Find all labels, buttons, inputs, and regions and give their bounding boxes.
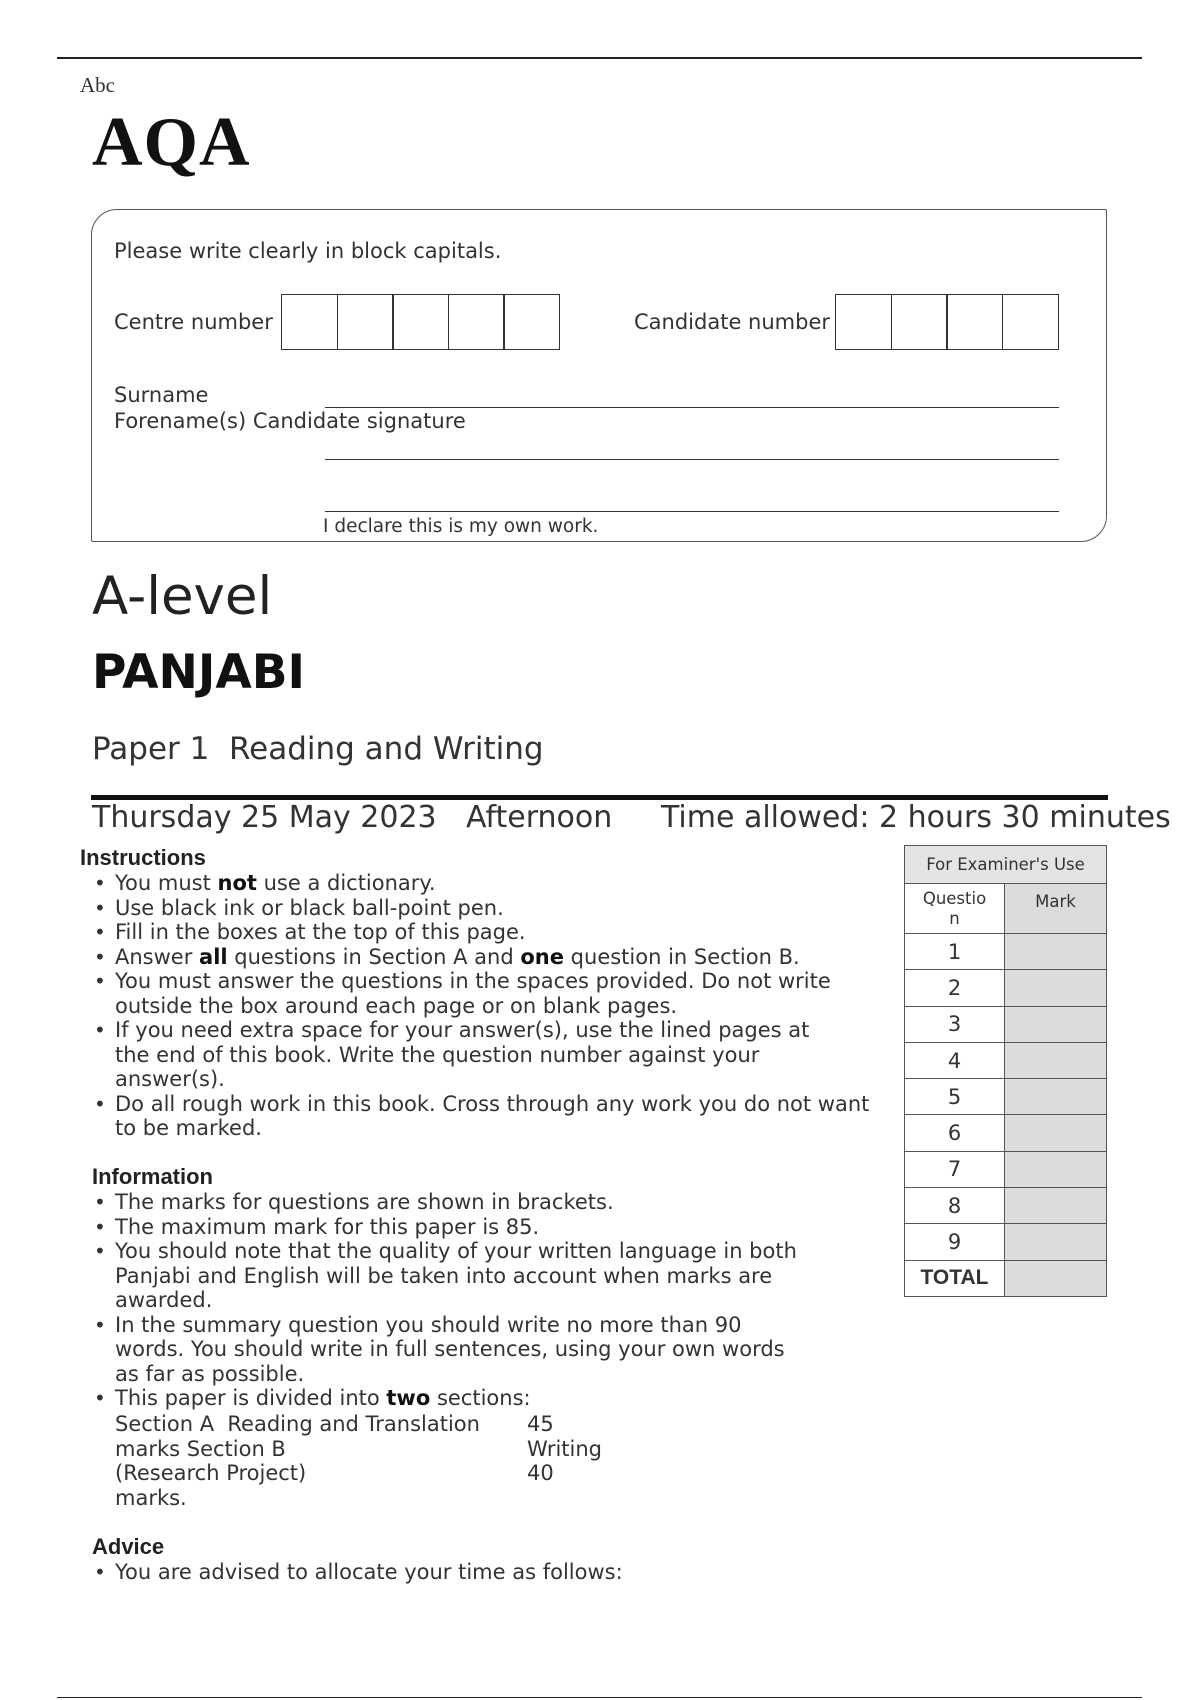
- declaration-text: I declare this is my own work.: [323, 516, 599, 537]
- question-number: 7: [905, 1151, 1005, 1187]
- mark-cell: [1005, 1042, 1107, 1078]
- mark-cell: [1005, 934, 1107, 970]
- candidate-number-cell[interactable]: [1002, 294, 1059, 350]
- sections-right-column: [527, 1412, 602, 1486]
- instruction-item: • You must not use a dictionary.: [92, 871, 872, 896]
- mark-cell: [1005, 1224, 1107, 1260]
- question-number: 5: [905, 1079, 1005, 1115]
- advice-heading: Advice: [92, 1534, 165, 1559]
- candidate-number-cell[interactable]: [835, 294, 892, 350]
- exam-session: Afternoon: [466, 800, 613, 835]
- information-item: • You should note that the quality of your written language in both Panjabi and English will be taken into account when marks are awarded.: [92, 1239, 875, 1313]
- centre-number-cell[interactable]: [448, 294, 505, 350]
- information-item: • The marks for questions are shown in brackets.: [92, 1190, 872, 1215]
- surname-label: Surname: [114, 383, 209, 407]
- information-item: • In the summary question you should write no more than 90 words. You should write in full sentences, using your own words as far as possible.: [92, 1313, 815, 1387]
- question-number: 3: [905, 1006, 1005, 1042]
- surname-line[interactable]: [325, 407, 1059, 408]
- question-number: 9: [905, 1224, 1005, 1260]
- centre-number-cell[interactable]: [337, 294, 394, 350]
- examiner-table-title: For Examiner's Use: [905, 846, 1107, 884]
- instruction-item: • Fill in the boxes at the top of this page.: [92, 920, 872, 945]
- section-value: 45: [527, 1412, 554, 1436]
- aqa-logo: AQA: [92, 104, 251, 181]
- section-line: marks.: [115, 1485, 187, 1510]
- section-line: Section A Reading and Translation: [115, 1412, 480, 1436]
- advice-list: [92, 1560, 872, 1585]
- centre-number-boxes[interactable]: [281, 294, 560, 350]
- block-capitals-prompt: Please write clearly in block capitals.: [114, 239, 502, 263]
- section-value: Writing: [527, 1436, 602, 1461]
- instruction-item: • Do all rough work in this book. Cross through any work you do not want to be marked.: [92, 1092, 885, 1141]
- centre-number-cell[interactable]: [503, 294, 560, 350]
- exam-subject: PANJABI: [92, 645, 306, 700]
- paper-number: Paper 1: [92, 731, 210, 767]
- question-number: 6: [905, 1115, 1005, 1151]
- top-rule: [57, 57, 1142, 59]
- candidate-number-boxes[interactable]: [835, 294, 1059, 350]
- information-list: [92, 1190, 872, 1411]
- instruction-item: • You must answer the questions in the spaces provided. Do not write outside the box around each page or on blank pages.: [92, 969, 850, 1018]
- mark-cell: [1005, 1115, 1107, 1151]
- centre-number-cell[interactable]: [392, 294, 449, 350]
- instruction-item: • Answer all questions in Section A and one question in Section B.: [92, 945, 872, 970]
- section-line: (Research Project): [115, 1461, 307, 1485]
- candidate-number-label: Candidate number: [634, 310, 830, 334]
- information-heading: Information: [92, 1164, 213, 1189]
- bottom-rule: [57, 1697, 1142, 1698]
- information-item: • The maximum mark for this paper is 85.: [92, 1215, 872, 1240]
- mark-cell: [1005, 1006, 1107, 1042]
- examiner-use-table: [904, 845, 1107, 1297]
- instruction-item: • Use black ink or black ball-point pen.: [92, 896, 872, 921]
- centre-number-cell[interactable]: [281, 294, 338, 350]
- mark-cell: [1005, 1188, 1107, 1224]
- exam-date: Thursday 25 May 2023: [92, 800, 437, 835]
- section-line: marks Section B: [115, 1436, 286, 1461]
- total-label: TOTAL: [905, 1260, 1005, 1296]
- total-mark-cell: [1005, 1260, 1107, 1296]
- question-column-header: Question: [905, 884, 1005, 934]
- section-value: 40: [527, 1461, 554, 1485]
- candidate-number-cell[interactable]: [946, 294, 1003, 350]
- question-number: 8: [905, 1188, 1005, 1224]
- exam-level: A-level: [92, 566, 273, 627]
- forename-line[interactable]: [325, 459, 1059, 460]
- instruction-item: • If you need extra space for your answer(s), use the lined pages at the end of this book. Write the question number against your answer(s).: [92, 1018, 850, 1092]
- signature-line[interactable]: [325, 511, 1059, 512]
- instructions-list: [92, 871, 872, 1141]
- instructions-heading: Instructions: [80, 845, 206, 870]
- small-brand-text: Abc: [80, 73, 115, 97]
- information-item: • This paper is divided into two sections:: [92, 1386, 872, 1411]
- question-number: 2: [905, 970, 1005, 1006]
- centre-number-label: Centre number: [114, 310, 273, 334]
- forename-signature-label: Forename(s) Candidate signature: [114, 409, 466, 433]
- paper-title: Reading and Writing: [229, 731, 544, 767]
- candidate-number-cell[interactable]: [891, 294, 948, 350]
- time-allowed: Time allowed: 2 hours 30 minutes: [661, 800, 1171, 835]
- question-number: 4: [905, 1042, 1005, 1078]
- mark-column-header: Mark: [1005, 884, 1107, 934]
- mark-cell: [1005, 1079, 1107, 1115]
- advice-item: • You are advised to allocate your time as follows:: [92, 1560, 872, 1585]
- question-number: 1: [905, 934, 1005, 970]
- mark-cell: [1005, 970, 1107, 1006]
- sections-left-column: [115, 1412, 480, 1510]
- mark-cell: [1005, 1151, 1107, 1187]
